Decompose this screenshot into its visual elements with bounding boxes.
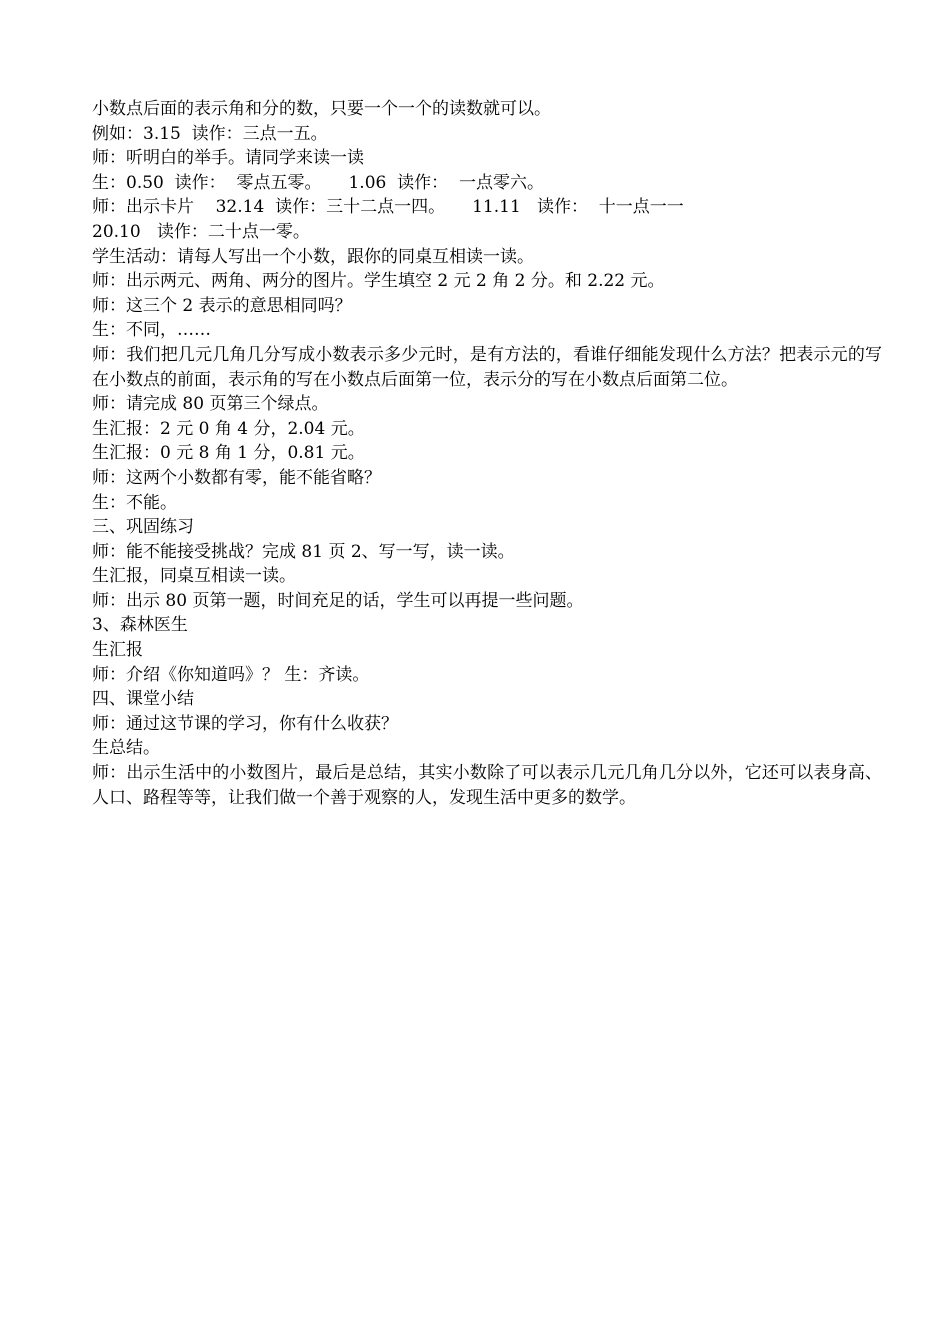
text-line: 生汇报：2 元 0 角 4 分，2.04 元。 [92, 418, 365, 439]
text-line: 生汇报 [92, 640, 143, 661]
text-line: 例如：3.15 读作：三点一五。 [92, 123, 328, 144]
text-line: 小数点后面的表示角和分的数，只要一个一个的读数就可以。 [92, 99, 551, 119]
text-line: 生汇报：0 元 8 角 1 分，0.81 元。 [92, 443, 365, 464]
text-line: 生汇报，同桌互相读一读。 [92, 566, 296, 587]
text-paragraph: 师：我们把几元几角几分写成小数表示多少元时，是有方法的，看谁仔细能发现什么方法？把表示元的写在小数点的前面，表示角的写在小数点后面第一位，表示分的写在小数点后面第二位。 [92, 344, 882, 390]
text-line: 20.10 读作：二十点一零。 [92, 221, 310, 242]
text-line: 师：介绍《你知道吗》？ 生：齐读。 [92, 664, 370, 685]
text-line: 学生活动：请每人写出一个小数，跟你的同桌互相读一读。 [92, 246, 534, 267]
text-line: 生：0.50 读作： 零点五零。 1.06 读作： 一点零六。 [92, 172, 544, 193]
text-line: 生：不同，…… [92, 320, 211, 341]
section-heading: 四、课堂小结 [92, 689, 194, 710]
text-line: 师：这两个小数都有零，能不能省略？ [92, 467, 381, 488]
section-heading: 三、巩固练习 [92, 517, 194, 538]
text-line: 师：听明白的举手。请同学来读一读 [92, 148, 364, 169]
document-page [92, 97, 882, 810]
text-line: 师：请完成 80 页第三个绿点。 [92, 394, 329, 415]
text-line: 师：出示两元、两角、两分的图片。学生填空 2 元 2 角 2 分。和 2.22 元。 [92, 271, 665, 292]
text-line: 生总结。 [92, 738, 160, 759]
text-paragraph: 师：出示生活中的小数图片，最后是总结，其实小数除了可以表示几元几角几分以外，它还可以表身高、人口、路程等等，让我们做一个善于观察的人，发现生活中更多的数学。 [92, 763, 882, 808]
text-line: 师：这三个 2 表示的意思相同吗？ [92, 295, 352, 316]
text-line: 师：出示卡片 32.14 读作：三十二点一四。 11.11 读作： 十一点一一 [92, 197, 684, 218]
text-line: 师：出示 80 页第一题，时间充足的话，学生可以再提一些问题。 [92, 590, 584, 611]
text-line: 师：能不能接受挑战？完成 81 页 2、写一写，读一读。 [92, 541, 515, 562]
text-line: 3、森林医生 [92, 615, 188, 636]
text-line: 生：不能。 [92, 492, 177, 513]
text-line: 师：通过这节课的学习，你有什么收获？ [92, 713, 398, 734]
